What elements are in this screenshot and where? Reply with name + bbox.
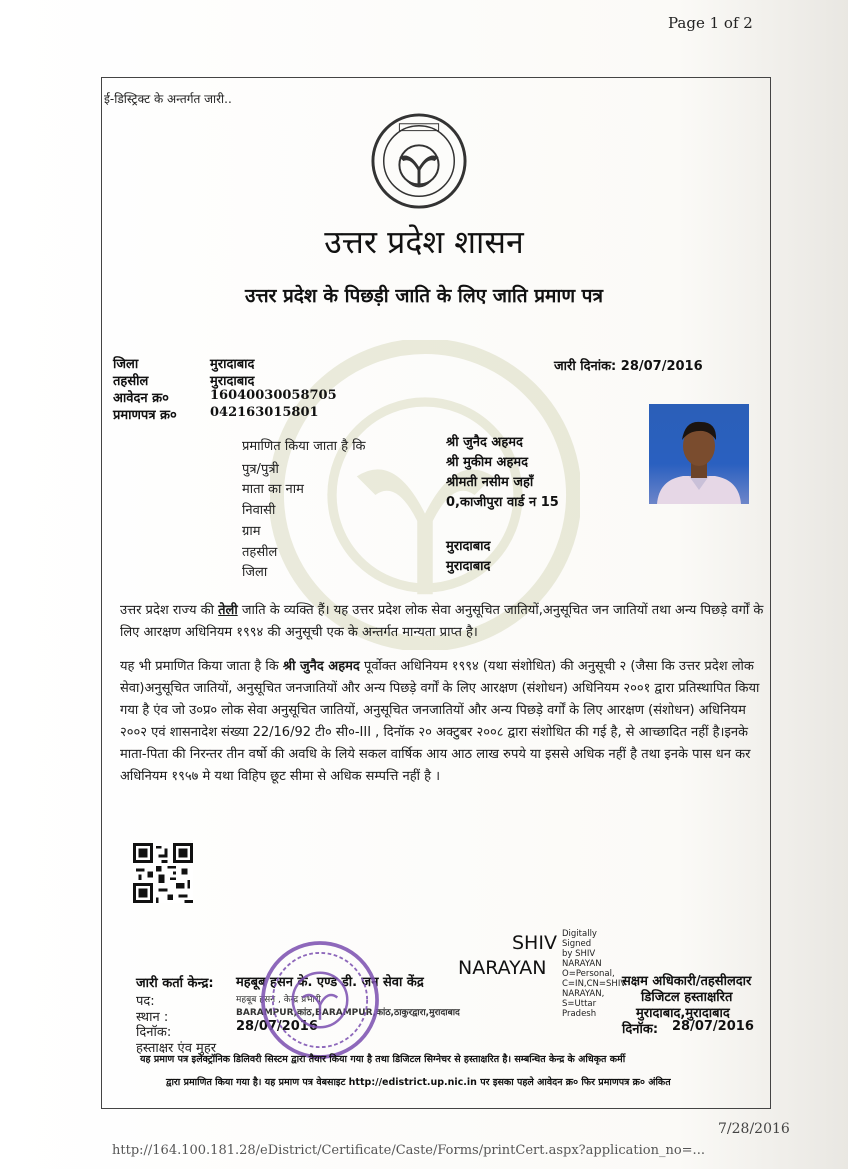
sig-detail: C=IN,CN=SHIV: [562, 979, 627, 989]
district-value: मुरादाबाद: [210, 357, 255, 372]
sign-seal-label: हस्ताक्षर एंव मुहर: [136, 1041, 217, 1056]
sig-detail: NARAYAN,: [562, 989, 605, 999]
issuer-center-incharge: महबूब हसन , केन्द्र प्रभारी: [236, 995, 321, 1005]
place-label: स्थान :: [136, 1010, 169, 1025]
caste-name: तेली: [218, 603, 238, 618]
footer-line-1: यह प्रमाण पत्र इलेक्ट्रॉनिक डिलिवरी सिस्टम द्वारा तैयार किया गया है तथा डिजिटल सिग्नेचर से हस्ताक्षरित है। सम्बन्धित केन्द्र के अधिकृत कर्मी: [140, 1054, 626, 1065]
authority-title: सक्षम अधिकारी/तहसीलदार: [622, 974, 752, 989]
footer-line-2: द्वारा प्रमाणित किया गया है। यह प्रमाण पत्र वेबसाइट http://edistrict.up.nic.in पर इसका पहले आवेदन क्र० फिर प्रमाणपत्र क्र० अंकित: [166, 1077, 671, 1088]
sig-detail: S=Uttar: [562, 999, 597, 1009]
certificate-number-label: प्रमाणपत्र क्र०: [113, 408, 177, 423]
applicant-photo: [649, 404, 749, 504]
authority-location: मुरादाबाद,मुरादाबाद: [636, 1006, 730, 1021]
authority-date-label: दिनॉक:: [622, 1022, 659, 1037]
certified-label: प्रमाणित किया जाता है कि: [242, 439, 366, 454]
sig-detail: O=Personal,: [562, 969, 615, 979]
issuer-center-label: जारी कर्ता केन्द्र:: [136, 976, 214, 991]
sig-detail: Pradesh: [562, 1009, 597, 1019]
sig-detail: NARAYAN: [562, 959, 602, 969]
application-number: 16040030058705: [210, 388, 337, 403]
post-label: पद:: [136, 994, 155, 1009]
edistrict-note: ई-डिस्ट्रिक्ट के अन्तर्गत जारी..: [104, 92, 232, 106]
issuer-center-address: BARAMPUR,कांठ,BARAMPUR,कांठ,ठाकुरद्वारा,मुरादाबाद: [236, 1008, 460, 1018]
child-of-label: पुत्र/पुत्री: [242, 462, 279, 477]
issue-date: जारी दिनांक: 28/07/2016: [554, 359, 703, 374]
caste-paragraph-end: जाति के व्यक्ति हैं। यह उत्तर प्रदेश लोक सेवा अनुसूचित जातियों,अनुसूचित जन जातियों तथा अन्य पिछड़े वर्गों के लिए आरक्षण अधिनियम १९९४ की अनुसूची एक के अन्तर्गत मान्यता प्राप्त है।: [120, 603, 764, 640]
resident-address: 0,काजीपुरा वार्ड न 15: [446, 495, 559, 510]
mother-label: माता का नाम: [242, 482, 304, 497]
certificate-number: 042163015801: [210, 405, 319, 420]
qr-code-icon: [133, 843, 193, 903]
father-name: श्री मुकीम अहमद: [446, 455, 529, 470]
application-label: आवेदन क्र०: [113, 391, 169, 406]
issuer-date-label: दिनॉक:: [136, 1025, 172, 1040]
authority-date-value: 28/07/2016: [672, 1019, 754, 1034]
digital-signature-details: [562, 929, 627, 1019]
signer-name-line1: SHIV: [512, 932, 557, 954]
government-title: उत्तर प्रदेश शासन: [324, 223, 524, 261]
tehsil-value: मुरादाबाद: [210, 374, 255, 389]
issuer-center-value: महबूब हसन के. एण्ड डी. जन सेवा केंद्र: [236, 975, 424, 990]
caste-paragraph: [120, 600, 768, 644]
district-label: जिला: [113, 357, 139, 372]
eligibility-paragraph: [120, 656, 768, 788]
issuer-date-value: 28/07/2016: [236, 1019, 318, 1034]
eligibility-paragraph-end: पूर्वोक्त अधिनियम १९९४ (यथा संशोधित) की अनुसूची २ (जैसा कि उत्तर प्रदेश लोक सेवा)अनुसूचित जातियों, अनुसूचित जनजातियों और अन्य पिछड़े वर्गों के लिए आरक्षण (संशोधन) अधिनियम २००१ द्वारा प्रतिस्थापित किया गया है एंव जो उ०प्र० लोक सेवा अनुसूचित जातियों, अनुसूचित जनजातियों और अन्य पिछड़े वर्गों के लिए आरक्षण (संशोधन) अधिनियम २००२ एवं शासनादेश संख्या 22/16/92 टी० सी०-III , दिनॉक २० अक्टुबर २००८ द्वारा संशोधित की गई है, से आच्छादित नहीं है।इनके माता-पिता की निरन्तर तीन वर्षो की अवधि के लिये सकल वार्षिक आय आठ लाख रुपये या इससे अधिक नहीं है तथा इनके पास धन कर अधिनियम १९५७ मे यथा विहिप छूट सीमा से अधिक सम्पत्ति नहीं है ।: [120, 659, 760, 784]
tehsil-label: तहसील: [113, 374, 149, 389]
signer-name-line2: NARAYAN: [458, 957, 547, 979]
print-url: http://164.100.181.28/eDistrict/Certificate/Caste/Forms/printCert.aspx?application_no=...: [112, 1143, 705, 1158]
field-district-label: जिला: [242, 565, 268, 580]
village-label: ग्राम: [242, 524, 261, 539]
caste-paragraph-start: उत्तर प्रदेश राज्य की: [120, 603, 219, 618]
eligibility-applicant-name: श्री जुनैद अहमद: [282, 659, 360, 674]
sig-detail: by SHIV: [562, 949, 596, 959]
field-district-value: मुरादाबाद: [446, 559, 491, 574]
eligibility-paragraph-start: यह भी प्रमाणित किया जाता है कि: [120, 659, 283, 674]
certificate-title: उत्तर प्रदेश के पिछड़ी जाति के लिए जाति प्रमाण पत्र: [245, 285, 603, 307]
page-number: Page 1 of 2: [668, 14, 753, 32]
resident-label: निवासी: [242, 503, 276, 518]
office-seal-icon: [258, 938, 382, 1062]
state-emblem-icon: [370, 112, 468, 210]
field-tehsil-label: तहसील: [242, 545, 278, 560]
authority-digital-signed: डिजिटल हस्ताक्षरित: [641, 990, 733, 1005]
applicant-name: श्री जुनैद अहमद: [446, 435, 523, 450]
sig-detail: Digitally Signed: [562, 929, 597, 949]
mother-name: श्रीमती नसीम जहाँ: [446, 475, 534, 490]
field-tehsil-value: मुरादाबाद: [446, 539, 491, 554]
print-date: 7/28/2016: [718, 1121, 790, 1137]
